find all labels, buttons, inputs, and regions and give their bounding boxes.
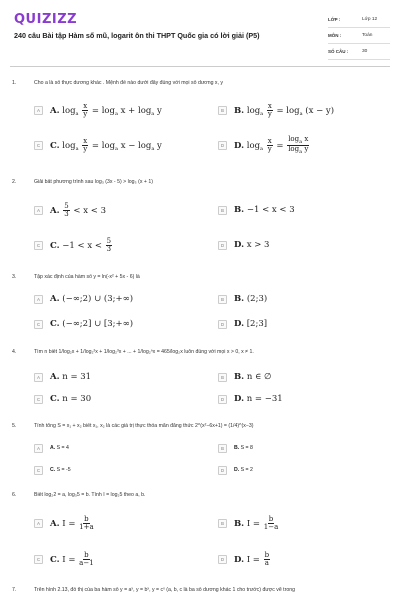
option-letter-box: A [34,106,43,115]
option-expression: B. I = $\frac{b}{1-a}$ [234,514,279,531]
option-expression: B. −1 < x < 3 [234,205,295,215]
option-b[interactable] [218,370,271,384]
option-letter-box: B [218,295,227,304]
question-text: Tìm n biết 1/log₂x + 1/log₂²x + 1/log₂³x + ... + 1/log₂ⁿx = 465/log₂x luôn đúng với mọi x > 0, x ≠ 1. [34,349,254,355]
question-number: 1. [12,80,17,86]
meta-value: Lớp 12 [362,17,378,22]
option-letter-box: A [34,373,43,382]
option-d[interactable] [218,317,267,331]
option-expression: A. I = $\frac{b}{1+a}$ [50,514,94,531]
option-expression: D. x > 3 [234,240,270,250]
option-expression: A. $\log_a$ $\frac{x}{y}$ = $\log_a x + \log_a y$ [50,101,162,118]
question-number: 2. [12,179,17,185]
option-c[interactable] [34,317,133,331]
meta-row-subject [328,28,390,44]
option-letter-box: D [218,241,227,250]
option-expression: B. S = 8 [234,445,253,451]
option-expression: C. −1 < x < $\frac{5}{3}$ [50,236,112,253]
option-expression: B. $\log_a$ $\frac{x}{y}$ = $\log_a (x - y)$ [234,101,335,118]
option-letter-box: C [34,395,43,404]
option-d[interactable] [218,134,310,155]
option-expression: C. S = -5 [50,467,71,473]
option-expression: A. S = 4 [50,445,69,451]
option-letter-box: C [34,241,43,250]
meta-value: Toán [362,33,373,38]
option-expression: C. (−∞;2] ∪ [3;+∞) [50,319,134,329]
option-d[interactable] [218,238,269,252]
option-letter-box: C [34,555,43,564]
option-a[interactable] [34,203,106,217]
option-letter-box: B [218,106,227,115]
option-letter-box: D [218,141,227,150]
option-letter-box: A [34,206,43,215]
option-expression: A. (−∞;2) ∪ (3;+∞) [50,294,134,304]
option-letter-box: B [218,519,227,528]
option-expression: D. n = −31 [234,394,283,404]
option-letter-box: D [218,320,227,329]
option-letter-box: C [34,320,43,329]
option-expression: D. $\log_a$ $\frac{x}{y}$ = $\frac{\log_a x}{\log_a y}$ [234,134,309,155]
question-text: Trên hình 2.13, đồ thị của ba hàm số y = aˣ, y = bˣ, y = cˣ (a, b, c là ba số dương khác 1 cho trước) được vẽ trong [34,587,295,593]
option-letter-box: B [218,373,227,382]
option-c[interactable] [34,552,95,566]
meta-key: LỚP : [328,17,341,22]
option-letter-box: C [34,466,43,475]
meta-value: 30 [362,49,368,54]
option-b[interactable] [218,103,334,117]
option-a[interactable] [34,516,95,530]
option-letter-box: B [218,444,227,453]
option-c[interactable] [34,463,71,477]
option-a[interactable] [34,292,133,306]
page-title: 240 câu Bài tập Hàm số mũ, logarit ôn thi THPT Quốc gia có lời giải (P5) [14,31,260,40]
option-b[interactable] [218,516,279,530]
meta-table [328,12,390,60]
question-text: Biết log₂2 = a, log₃5 = b. Tính I = log₂5 theo a, b. [34,492,146,498]
question-number: 3. [12,274,17,280]
question-number: 5. [12,423,17,429]
option-d[interactable] [218,392,283,406]
option-a[interactable] [34,103,162,117]
option-a[interactable] [34,370,91,384]
option-expression: B. n ∈ ∅ [234,372,272,382]
option-letter-box: D [218,466,227,475]
option-c[interactable] [34,138,162,152]
question-number: 6. [12,492,17,498]
option-c[interactable] [34,392,91,406]
meta-row-count [328,44,390,60]
question-text: Cho a là số thực dương khác . Mệnh đề nào dưới đây đúng với mọi số dương x, y [34,80,223,86]
option-letter-box: D [218,555,227,564]
meta-row-class [328,12,390,28]
option-b[interactable] [218,203,295,217]
option-expression: C. I = $\frac{b}{a-1}$ [50,550,94,567]
question-number: 7. [12,587,17,593]
option-a[interactable] [34,441,69,455]
option-expression: A. $\frac{5}{3}$ < x < 3 [50,201,106,218]
option-expression: A. n = 31 [50,372,92,382]
option-letter-box: A [34,444,43,453]
question-text: Tập xác định của hàm số y = ln(-x² + 5x - 6) là [34,274,140,280]
divider [10,66,390,67]
option-d[interactable] [218,463,253,477]
option-expression: B. (2;3) [234,294,268,304]
question-text: Giải bất phương trình sau log₃ (3x - 5) > log₃ (x + 1) [34,179,153,185]
option-expression: D. I = $\frac{b}{a}$ [234,550,270,567]
option-expression: D. [2;3] [234,319,268,329]
option-letter-box: C [34,141,43,150]
quizizz-logo: QUIZIZZ [14,12,78,27]
option-b[interactable] [218,292,267,306]
question-text: Tính tổng S = x₁ + x₂ biết x₁, x₂ là các giá trị thực thỏa mãn đẳng thức 2^(x²−6x+1) = (1/4)^(x−3) [34,423,254,429]
option-letter-box: D [218,395,227,404]
option-letter-box: A [34,519,43,528]
option-letter-box: A [34,295,43,304]
meta-key: SỐ CÂU : [328,49,349,54]
option-expression: D. S = 2 [234,467,253,473]
option-c[interactable] [34,238,113,252]
question-number: 4. [12,349,17,355]
option-b[interactable] [218,441,253,455]
option-expression: C. n = 30 [50,394,92,404]
worksheet-header [0,0,400,62]
option-letter-box: B [218,206,227,215]
meta-key: MÔN : [328,33,342,38]
option-expression: C. $\log_a$ $\frac{x}{y}$ = $\log_a x - \log_a y$ [50,136,162,153]
option-d[interactable] [218,552,271,566]
